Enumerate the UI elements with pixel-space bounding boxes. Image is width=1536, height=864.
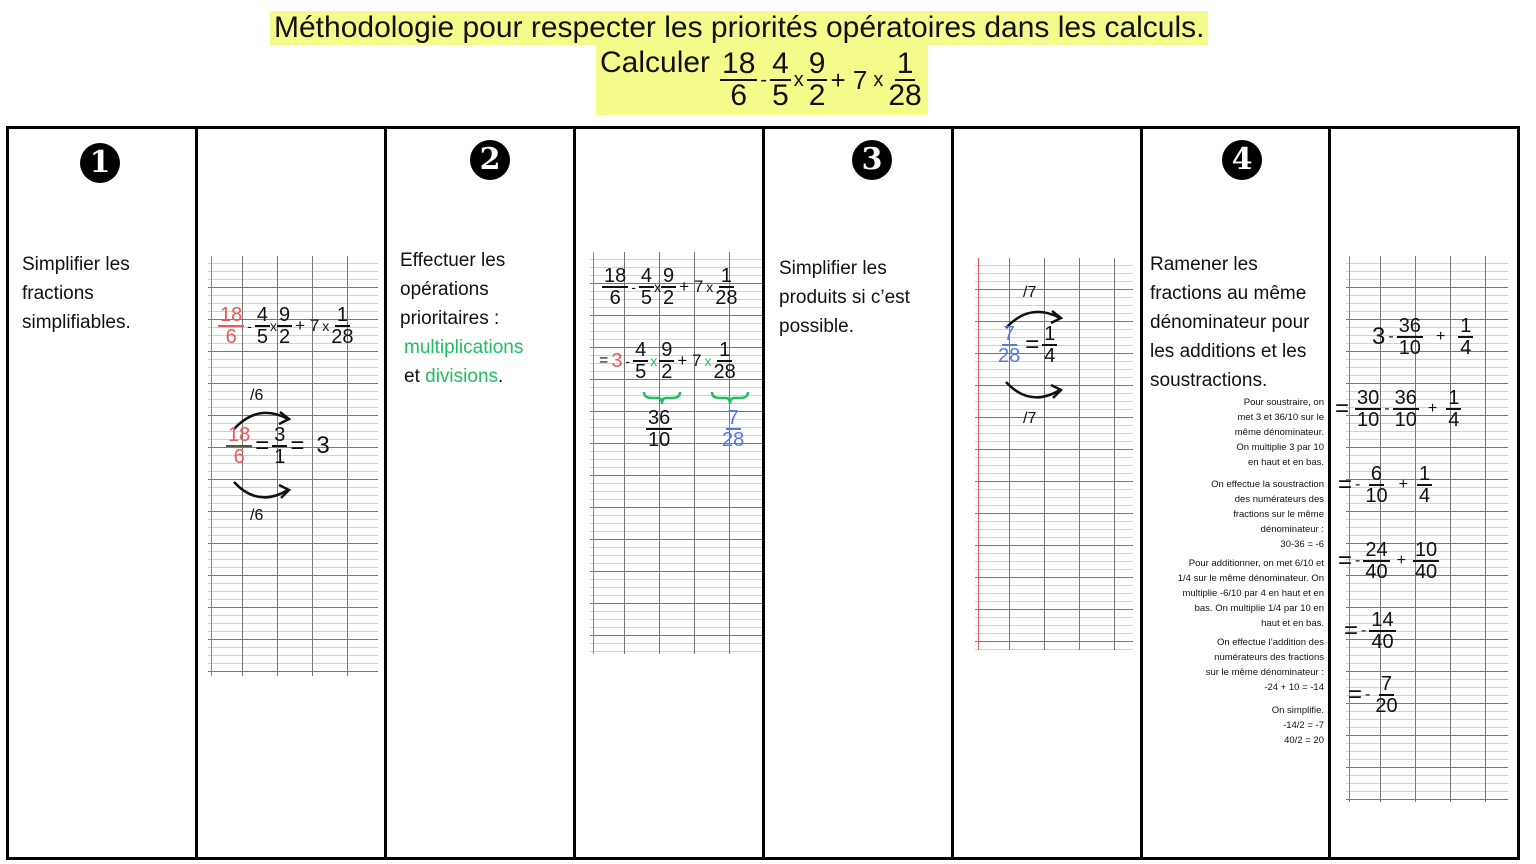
step-3-simplification [996, 324, 1057, 366]
step-2-frac-4-5-b: $\frac{4}{5}$ [635, 339, 647, 383]
step-4-line-2 [1335, 388, 1461, 430]
step-4-badge: 4 [1222, 140, 1262, 180]
step-1-frac-4-5: $\frac{4}{5}$ [256, 304, 269, 348]
step-2-three: 3 [611, 349, 623, 372]
step-1-result: 3 [316, 432, 330, 459]
step-2-expression [602, 266, 740, 308]
step-1-badge: 1 [80, 143, 120, 183]
step-1-minus: - [247, 318, 252, 334]
step-4-l1-minus: - [1388, 328, 1394, 345]
step-4-note-line: On simplifie. [1271, 705, 1324, 716]
step-4-note-line: bas. On multiplie 1/4 par 10 en [1194, 603, 1324, 614]
step-4-l4-frac-b: $\frac{10}{40}$ [1414, 539, 1438, 583]
step-1-frac-3-1: $\frac{3}{1}$ [274, 424, 286, 468]
step-1-frac-9-2: $\frac{9}{2}$ [279, 304, 291, 348]
step-2-minus-2: - [625, 353, 631, 369]
column-divider-1 [195, 126, 198, 860]
step-4-note-line: On effectue l’addition des [1216, 637, 1324, 648]
step-2-plus-7: + 7 [679, 277, 704, 296]
step-2-frac-1-28-b: $\frac{1}{28}$ [713, 339, 736, 383]
step-2-frac-9-2-b: $\frac{9}{2}$ [661, 339, 673, 383]
step-3-op-bottom: /7 [1023, 410, 1037, 427]
step-4-note-line: -14/2 = -7 [1283, 720, 1324, 731]
step-2-frac-4-5: $\frac{4}{5}$ [640, 265, 653, 309]
step-4-l6-eq: = [1348, 681, 1363, 708]
step-3-frac-7-28: $\frac{7}{28}$ [998, 323, 1021, 367]
step-2-divisions: divisions [425, 366, 499, 387]
step-2-brace-1 [642, 390, 682, 406]
step-3-instruction: Simplifier les produits si c’est possible. [779, 258, 910, 337]
step-4-l4-frac-a: $\frac{24}{40}$ [1365, 539, 1388, 583]
title-frac-c: $\frac{9}{2}$ [808, 47, 826, 112]
step-2-frac-18-6: $\frac{18}{6}$ [604, 265, 627, 309]
step-1-arrow-bottom [228, 478, 298, 508]
step-2-times-2: x [706, 279, 714, 295]
step-4-note-line: haut et en bas. [1261, 618, 1324, 629]
step-4-note-line: numérateurs des fractions [1214, 652, 1324, 663]
title-times-1: x [793, 69, 804, 91]
step-4-l2-frac-c: $\frac{1}{4}$ [1448, 387, 1460, 431]
step-4-l1-plus: + [1435, 328, 1446, 345]
step-1-expression [218, 305, 356, 347]
step-4-instruction: Ramener les fractions au même dénominateur pour les additions et les soustractions. [1150, 254, 1310, 391]
step-2-et: et [404, 366, 420, 387]
step-2-frac-9-2: $\frac{9}{2}$ [663, 265, 675, 309]
step-4-line-3 [1338, 464, 1432, 506]
step-3-equals: = [1025, 331, 1040, 358]
step-4-note-line: On multiplie 3 par 10 [1236, 442, 1324, 453]
step-4-note-line: des numérateurs des [1234, 494, 1324, 505]
step-4-l3-frac-b: $\frac{1}{4}$ [1418, 463, 1431, 507]
step-4-l2-plus: + [1427, 400, 1438, 417]
step-4-note-1 [1150, 395, 1324, 470]
step-4-l4-eq: = [1338, 547, 1353, 574]
step-1-simplification [226, 425, 333, 467]
step-2-grid-paper [590, 252, 762, 654]
step-4-line-4 [1338, 540, 1439, 582]
step-4-l5-minus: - [1361, 622, 1367, 639]
step-1-times-1: x [270, 318, 278, 334]
step-2-frac-36-10: $\frac{36}{10}$ [648, 407, 671, 451]
step-4-l1-three: 3 [1372, 323, 1386, 350]
step-2-result-2 [720, 408, 746, 450]
step-4-note-line: On effectue la soustraction [1211, 479, 1324, 490]
column-divider-6 [1140, 126, 1143, 860]
step-4-l4-plus: + [1396, 552, 1406, 569]
step-4-l6-minus: - [1365, 686, 1371, 703]
step-4-note-3 [1150, 556, 1324, 631]
step-2-plus-7-b: + 7 [677, 351, 702, 370]
step-4-note-line: 30-36 = -6 [1280, 539, 1324, 550]
step-4-note-line: en haut et en bas. [1247, 457, 1324, 468]
step-1-op-top: /6 [250, 387, 264, 404]
title-minus: - [760, 69, 768, 91]
step-1-frac-1-28: $\frac{1}{28}$ [331, 304, 354, 348]
step-4-note-line: Pour additionner, on met 6/10 et [1188, 558, 1324, 569]
step-3-arrow-bottom [1000, 378, 1070, 408]
step-2-instruction [400, 246, 565, 391]
step-4-l1-frac-b: $\frac{1}{4}$ [1460, 315, 1472, 359]
title-calculer: Calculer [600, 46, 711, 79]
step-4-line-6 [1348, 674, 1400, 716]
step-4-note-line: Pour soustraire, on [1243, 397, 1324, 408]
step-4-l2-frac-b: $\frac{36}{10}$ [1394, 387, 1417, 431]
step-4-l6-frac-a: $\frac{7}{20}$ [1375, 673, 1398, 717]
step-2-times-green-2: x [704, 353, 712, 369]
step-4-l2-frac-a: $\frac{30}{10}$ [1357, 387, 1380, 431]
step-4-note-line: dénominateur : [1260, 524, 1324, 535]
step-4-l3-frac-a: $\frac{6}{10}$ [1365, 463, 1388, 507]
step-2-times-1: x [654, 279, 662, 295]
step-3-op-top: /7 [1023, 284, 1037, 301]
step-3-badge: 3 [852, 140, 892, 180]
step-1-times-2: x [322, 318, 330, 334]
step-2-minus: - [631, 279, 636, 295]
column-divider-5 [951, 126, 954, 860]
step-2-equals: = [599, 352, 609, 369]
step-4-note-line: met 3 et 36/10 sur le [1237, 412, 1324, 423]
step-4-l5-frac-a: $\frac{14}{40}$ [1371, 609, 1394, 653]
step-4-l4-minus: - [1355, 552, 1361, 569]
step-4-note-line: 1/4 sur le même dénominateur. On [1177, 573, 1324, 584]
step-2-line-2 [596, 340, 738, 382]
title-frac-e: $\frac{1}{28}$ [888, 47, 922, 112]
step-4-l2-eq: = [1335, 395, 1350, 422]
title-line-1: Méthodologie pour respecter les priorités opératoires dans les calculs. [270, 11, 1208, 45]
title-plus-7: + 7 [830, 65, 868, 95]
step-2-instruction-text: Effectuer les opérations prioritaires : [400, 250, 506, 329]
step-2-times-green-1: x [650, 353, 658, 369]
step-4-note-4 [1150, 635, 1324, 695]
step-4-note-line: sur le même dénominateur : [1205, 667, 1324, 678]
title-frac-a: $\frac{18}{6}$ [722, 47, 756, 112]
step-1-instruction: Simplifier les fractions simplifiables. [22, 254, 131, 333]
step-4-note-5 [1150, 703, 1324, 748]
step-4-l3-plus: + [1398, 476, 1408, 493]
title-frac-b: $\frac{4}{5}$ [772, 47, 789, 112]
step-4-l5-eq: = [1344, 617, 1359, 644]
step-2-result-1 [646, 408, 672, 450]
step-2-multiplications: multiplications [404, 337, 524, 358]
step-4-l2-minus: - [1384, 400, 1390, 417]
step-2-badge: 2 [470, 140, 510, 180]
step-1-equals-2: = [290, 432, 305, 459]
column-divider-3 [573, 126, 576, 860]
step-4-note-line: 40/2 = 20 [1284, 735, 1324, 746]
step-4-note-line: -24 + 10 = -14 [1264, 682, 1324, 693]
step-4-l1-frac-a: $\frac{36}{10}$ [1398, 315, 1421, 359]
step-1-frac-18-6: $\frac{18}{6}$ [220, 304, 243, 348]
step-4-note-line: fractions sur le même [1233, 509, 1324, 520]
step-4-note-line: même dénominateur. [1234, 427, 1324, 438]
step-4-l3-eq: = [1338, 471, 1353, 498]
step-2-dot: . [498, 366, 504, 387]
step-1-plus-7: + 7 [295, 316, 320, 335]
step-3-frac-1-4: $\frac{1}{4}$ [1044, 323, 1056, 367]
step-4-l3-minus: - [1355, 476, 1361, 493]
step-2-brace-2 [710, 390, 750, 406]
column-divider-2 [384, 126, 387, 860]
step-4-note-2 [1150, 477, 1324, 552]
column-divider-4 [762, 126, 765, 860]
step-4-line-5 [1344, 610, 1396, 652]
step-2-frac-7-28: $\frac{7}{28}$ [722, 407, 745, 451]
title-times-2: x [873, 69, 884, 91]
step-1-frac-18-6-b: $\frac{18}{6}$ [228, 424, 251, 468]
title-line-2 [596, 45, 928, 115]
column-divider-7 [1328, 126, 1331, 860]
step-1-op-bottom: /6 [250, 507, 264, 524]
step-4-note-line: multiplie -6/10 par 4 en haut et en [1182, 588, 1324, 599]
step-1-equals-1: = [255, 432, 270, 459]
step-4-line-1 [1372, 316, 1473, 358]
step-2-frac-1-28: $\frac{1}{28}$ [715, 265, 738, 309]
